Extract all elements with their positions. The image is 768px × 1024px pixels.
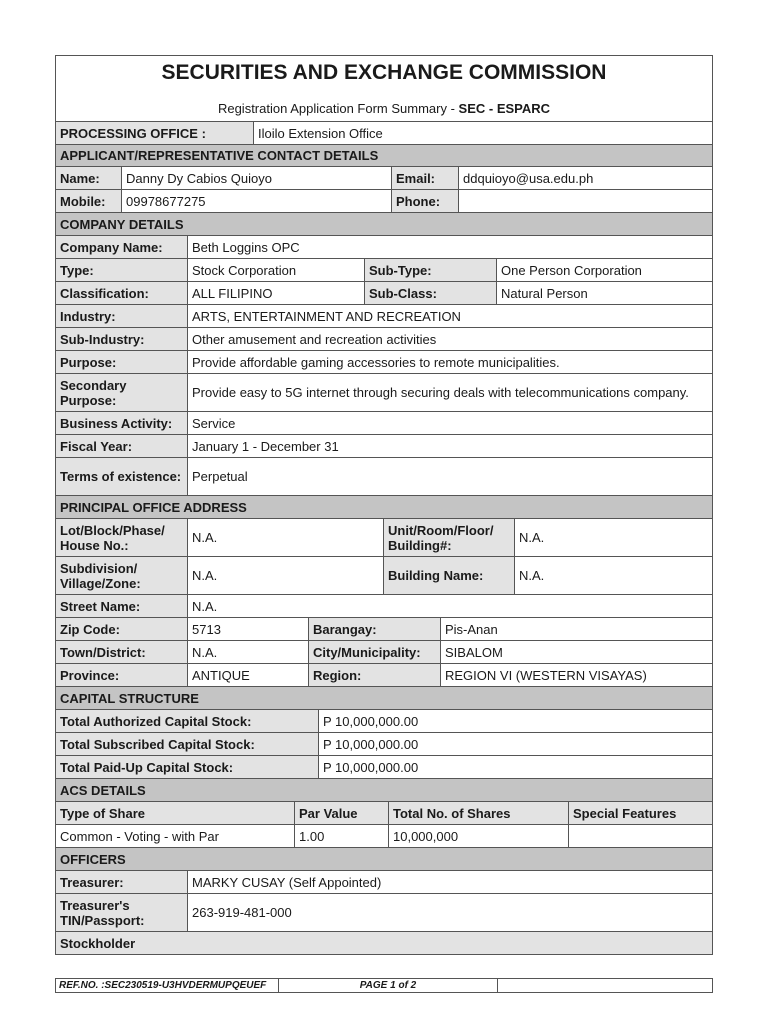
phone-value [458,190,712,212]
city-value: SIBALOM [440,641,712,663]
subtitle-prefix: Registration Application Form Summary - [217,101,459,116]
building-name-value: N.A. [514,557,712,594]
secondary-purpose-row [56,373,712,411]
province-label: Province: [56,664,187,686]
company-name-label: Company Name: [56,236,187,258]
acs-type-value: Common - Voting - with Par [56,825,294,847]
region-label: Region: [308,664,440,686]
auth-capital-value: P 10,000,000.00 [318,710,712,732]
page-title: SECURITIES AND EXCHANGE COMMISSION [161,61,607,84]
town-value: N.A. [187,641,308,663]
page-number: PAGE 1 of 2 [278,979,497,992]
lot-label: Lot/Block/Phase/ House No.: [56,519,187,556]
auth-capital-label: Total Authorized Capital Stock: [56,710,318,732]
acs-par-value: 1.00 [294,825,388,847]
section-officers-title: OFFICERS [56,848,712,870]
subdivision-row [56,556,712,594]
industry-row [56,304,712,327]
paid-capital-label: Total Paid-Up Capital Stock: [56,756,318,778]
section-address [56,495,712,518]
subindustry-row [56,327,712,350]
city-label: City/Municipality: [308,641,440,663]
stockholder-label: Stockholder [56,932,712,954]
acs-header-special: Special Features [568,802,712,824]
industry-value: ARTS, ENTERTAINMENT AND RECREATION [187,305,712,327]
company-class-row [56,281,712,304]
unit-value: N.A. [514,519,712,556]
activity-label: Business Activity: [56,412,187,434]
treasurer-row [56,870,712,893]
company-type-row [56,258,712,281]
tin-value: 263-919-481-000 [187,894,712,931]
section-officers [56,847,712,870]
section-applicant-title: APPLICANT/REPRESENTATIVE CONTACT DETAILS [56,145,712,166]
section-capital-title: CAPITAL STRUCTURE [56,687,712,709]
acs-data-row [56,824,712,847]
term-label: Terms of existence: [56,458,187,495]
town-label: Town/District: [56,641,187,663]
acs-header-total: Total No. of Shares [388,802,568,824]
name-value: Danny Dy Cabios Quioyo [121,167,391,189]
fiscal-label: Fiscal Year: [56,435,187,457]
activity-value: Service [187,412,712,434]
section-company [56,212,712,235]
activity-row [56,411,712,434]
subdivision-label: Subdivision/ Village/Zone: [56,557,187,594]
company-name-row [56,235,712,258]
mobile-label: Mobile: [56,190,121,212]
subs-capital-label: Total Subscribed Capital Stock: [56,733,318,755]
zip-row [56,617,712,640]
purpose-label: Purpose: [56,351,187,373]
reference-number: REF.NO. :SEC230519-U3HVDERMUPQEUEF [59,980,267,991]
acs-header-row [56,801,712,824]
applicant-name-row [56,166,712,189]
email-label: Email: [391,167,458,189]
subclass-value: Natural Person [496,282,712,304]
section-acs [56,778,712,801]
zip-label: Zip Code: [56,618,187,640]
email-value: ddquioyo@usa.edu.ph [458,167,712,189]
street-row [56,594,712,617]
secondary-purpose-value: Provide easy to 5G internet through securing deals with telecommunications company. [187,374,712,411]
lot-value: N.A. [187,519,383,556]
subs-capital-value: P 10,000,000.00 [318,733,712,755]
subclass-label: Sub-Class: [364,282,496,304]
classification-value: ALL FILIPINO [187,282,364,304]
subs-capital-row [56,732,712,755]
subtype-value: One Person Corporation [496,259,712,281]
subdivision-value: N.A. [187,557,383,594]
town-row [56,640,712,663]
paid-capital-value: P 10,000,000.00 [318,756,712,778]
building-name-label: Building Name: [383,557,514,594]
acs-special-value [568,825,712,847]
treasurer-value: MARKY CUSAY (Self Appointed) [187,871,712,893]
processing-office-label: PROCESSING OFFICE : [56,122,253,144]
classification-label: Classification: [56,282,187,304]
province-value: ANTIQUE [187,664,308,686]
section-acs-title: ACS DETAILS [56,779,712,801]
tin-label: Treasurer's TIN/Passport: [56,894,187,931]
street-label: Street Name: [56,595,187,617]
footer-blank [497,979,712,992]
page-subtitle [56,101,712,116]
section-company-title: COMPANY DETAILS [56,213,712,235]
subtitle-bold: SEC - ESPARC [458,101,551,116]
subtype-label: Sub-Type: [364,259,496,281]
fiscal-row [56,434,712,457]
paid-capital-row [56,755,712,778]
section-address-title: PRINCIPAL OFFICE ADDRESS [56,496,712,518]
registration-form [55,55,713,955]
term-row [56,457,712,495]
phone-label: Phone: [391,190,458,212]
fiscal-value: January 1 - December 31 [187,435,712,457]
region-value: REGION VI (WESTERN VISAYAS) [440,664,712,686]
subindustry-value: Other amusement and recreation activities [187,328,712,350]
company-name-value: Beth Loggins OPC [187,236,712,258]
acs-header-par: Par Value [294,802,388,824]
name-label: Name: [56,167,121,189]
purpose-value: Provide affordable gaming accessories to remote municipalities. [187,351,712,373]
type-value: Stock Corporation [187,259,364,281]
processing-office-value: Iloilo Extension Office [253,122,712,144]
treasurer-label: Treasurer: [56,871,187,893]
barangay-value: Pis-Anan [440,618,712,640]
acs-total-value: 10,000,000 [388,825,568,847]
secondary-purpose-label: Secondary Purpose: [56,374,187,411]
province-row [56,663,712,686]
type-label: Type: [56,259,187,281]
purpose-row [56,350,712,373]
tin-row [56,893,712,931]
street-value: N.A. [187,595,712,617]
industry-label: Industry: [56,305,187,327]
lot-row [56,518,712,556]
barangay-label: Barangay: [308,618,440,640]
section-capital [56,686,712,709]
section-applicant [56,144,712,166]
stockholder-row [56,931,712,954]
applicant-mobile-row [56,189,712,212]
unit-label: Unit/Room/Floor/ Building#: [383,519,514,556]
footer [55,978,713,993]
term-value: Perpetual [187,458,712,495]
acs-header-type: Type of Share [56,802,294,824]
processing-office-row [56,121,712,144]
auth-capital-row [56,709,712,732]
subindustry-label: Sub-Industry: [56,328,187,350]
mobile-value: 09978677275 [121,190,391,212]
zip-value: 5713 [187,618,308,640]
